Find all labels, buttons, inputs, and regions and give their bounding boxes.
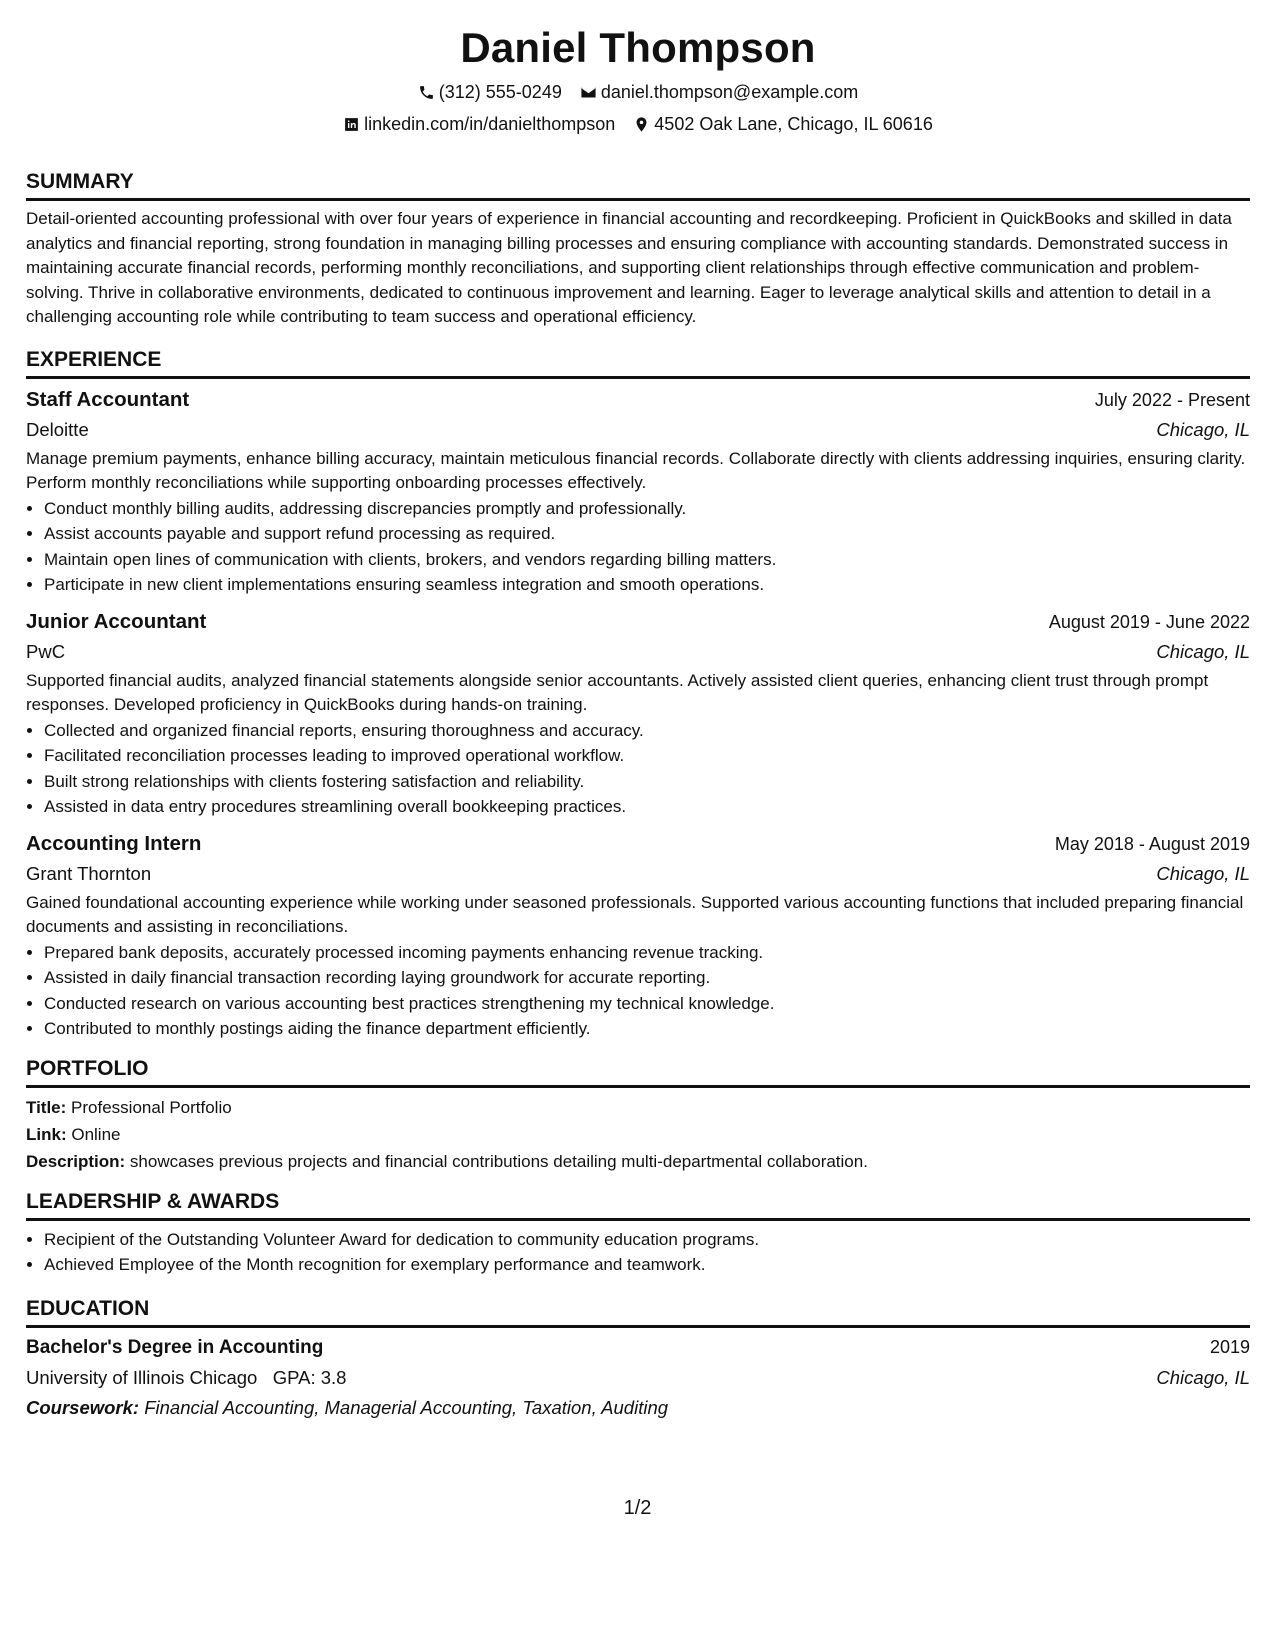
phone-text: (312) 555-0249 — [438, 82, 562, 102]
leadership-section — [26, 1189, 1250, 1278]
job-company-row — [26, 415, 1250, 445]
job-header-row — [26, 607, 1250, 637]
job-location: Chicago, IL — [1156, 418, 1250, 440]
job-description: Manage premium payments, enhance billing accuracy, maintain meticulous financial records. Collaborate directly with clients addressing inquiries, ensuring clarity. Perform monthly reconciliations while supporting onboarding processes effectively. — [26, 448, 1246, 492]
job-header-row — [26, 829, 1250, 859]
list-item: • Prepared bank deposits, accurately processed incoming payments enhancing revenue tracking. — [44, 940, 1250, 966]
linkedin-icon — [343, 116, 360, 133]
contact-linkedin[interactable] — [343, 112, 615, 136]
job-bullets — [26, 496, 1250, 598]
job-company-row — [26, 637, 1250, 667]
email-link[interactable]: daniel.thompson@example.com — [600, 82, 859, 102]
envelope-icon — [580, 84, 597, 101]
portfolio-description-value: showcases previous projects and financial contributions detailing multi-departmental collaboration. — [129, 1151, 868, 1171]
list-item: • Recipient of the Outstanding Volunteer Award for dedication to community education programs. — [44, 1227, 1250, 1253]
portfolio-title-row — [26, 1094, 1250, 1121]
section-title-portfolio: PORTFOLIO — [26, 1056, 1250, 1088]
contact-phone — [418, 80, 562, 104]
coursework-row — [26, 1393, 1250, 1423]
portfolio-link-row — [26, 1121, 1250, 1148]
job-entry — [26, 607, 1250, 820]
section-title-education: EDUCATION — [26, 1296, 1250, 1328]
list-item: • Assisted in daily financial transaction recording laying groundwork for accurate reporting. — [44, 965, 1250, 991]
list-item: • Collected and organized financial reports, ensuring thoroughness and accuracy. — [44, 718, 1250, 744]
leadership-bullets — [26, 1227, 1250, 1278]
job-entry — [26, 829, 1250, 1042]
portfolio-title-value: Professional Portfolio — [71, 1097, 232, 1117]
job-bullets — [26, 940, 1250, 1042]
linkedin-link[interactable]: linkedin.com/in/danielthompson — [364, 114, 616, 134]
list-item: • Built strong relationships with clients fostering satisfaction and reliability. — [44, 769, 1250, 795]
job-title: Accounting Intern — [26, 831, 202, 855]
job-location: Chicago, IL — [1156, 640, 1250, 662]
contact-email[interactable] — [580, 80, 858, 104]
portfolio-details — [26, 1094, 1250, 1175]
section-title-experience: EXPERIENCE — [26, 347, 1250, 379]
page-number: 1/2 — [623, 1497, 652, 1519]
education-school-row — [26, 1363, 1250, 1393]
job-entry — [26, 385, 1250, 598]
job-company: PwC — [26, 640, 66, 662]
job-header-row — [26, 385, 1250, 415]
job-dates: May 2018 - August 2019 — [1054, 833, 1250, 854]
graduation-year: 2019 — [1209, 1336, 1250, 1357]
education-entry — [26, 1332, 1250, 1423]
job-title: Staff Accountant — [26, 387, 190, 411]
summary-section — [26, 169, 1250, 330]
list-item: • Contributed to monthly postings aiding the finance department efficiently. — [44, 1016, 1250, 1042]
candidate-name: Daniel Thompson — [460, 24, 816, 71]
list-item: • Facilitated reconciliation processes leading to improved operational workflow. — [44, 743, 1250, 769]
job-company-row — [26, 859, 1250, 889]
job-description: Supported financial audits, analyzed financial statements alongside senior accountants. Actively assisted client queries, enhancing client trust through prompt responses. Developed proficiency in QuickBooks during hands-on training. — [26, 670, 1209, 714]
list-item: • Assist accounts payable and support refund processing as required. — [44, 521, 1250, 547]
coursework-list: Financial Accounting, Managerial Accounting, Taxation, Auditing — [144, 1396, 669, 1418]
job-bullets — [26, 718, 1250, 820]
phone-icon — [418, 84, 435, 101]
education-section — [26, 1296, 1250, 1423]
portfolio-description-row — [26, 1148, 1250, 1175]
contact-address — [633, 112, 933, 136]
address-text: 4502 Oak Lane, Chicago, IL 60616 — [654, 114, 933, 134]
job-dates: August 2019 - June 2022 — [1048, 611, 1250, 632]
school-info — [26, 1363, 346, 1393]
contact-row-secondary — [26, 112, 1250, 136]
portfolio-section — [26, 1056, 1250, 1175]
list-item: • Achieved Employee of the Month recognition for exemplary performance and teamwork. — [44, 1252, 1250, 1278]
resume-page — [26, 22, 1250, 1423]
experience-section — [26, 347, 1250, 1042]
portfolio-title-label: Title: — [26, 1097, 67, 1117]
section-title-summary: SUMMARY — [26, 169, 1250, 201]
summary-text: Detail-oriented accounting professional with over four years of experience in financial accounting and recordkeeping. Proficient in QuickBooks and skilled in data analytics and financial reporting, strong foundation in managing billing processes and ensuring compliance with accounting standards. Demonstrated success in maintaining accurate financial records, performing monthly reconciliations, and supporting client relationships through effective communication and problem-solving. Thrive in collaborative environments, dedicated to continuous improvement and learning. Eager to leverage analytical skills and attention to detail in a challenging accounting role while contributing to team success and operational efficiency. — [26, 209, 1232, 326]
portfolio-link[interactable]: Online — [71, 1124, 121, 1144]
job-description: Gained foundational accounting experience while working under seasoned professionals. Supported various accounting functions that included preparing financial documents and assisting in reconciliations. — [26, 892, 1244, 936]
job-location: Chicago, IL — [1156, 862, 1250, 884]
list-item: • Conduct monthly billing audits, addressing discrepancies promptly and professionally. — [44, 496, 1250, 522]
list-item: • Maintain open lines of communication with clients, brokers, and vendors regarding billing matters. — [44, 547, 1250, 573]
job-company: Deloitte — [26, 418, 89, 440]
degree-title: Bachelor's Degree in Accounting — [26, 1336, 324, 1358]
portfolio-description-label: Description: — [26, 1151, 126, 1171]
coursework-label: Coursework: — [26, 1396, 140, 1418]
job-dates: July 2022 - Present — [1094, 389, 1250, 410]
contact-row-primary — [26, 80, 1250, 104]
education-header-row — [26, 1332, 1250, 1363]
map-marker-icon — [633, 116, 650, 133]
job-company: Grant Thornton — [26, 862, 152, 884]
list-item: • Conducted research on various accounting best practices strengthening my technical knowledge. — [44, 991, 1250, 1017]
list-item: • Participate in new client implementations ensuring seamless integration and smooth operations. — [44, 572, 1250, 598]
section-title-leadership: LEADERSHIP & AWARDS — [26, 1189, 1250, 1221]
list-item: • Assisted in data entry procedures streamlining overall bookkeeping practices. — [44, 794, 1250, 820]
job-title: Junior Accountant — [26, 609, 207, 633]
portfolio-link-label: Link: — [26, 1124, 67, 1144]
gpa: GPA: 3.8 — [272, 1366, 347, 1388]
school-name: University of Illinois Chicago — [26, 1366, 258, 1388]
school-location: Chicago, IL — [1156, 1366, 1250, 1388]
